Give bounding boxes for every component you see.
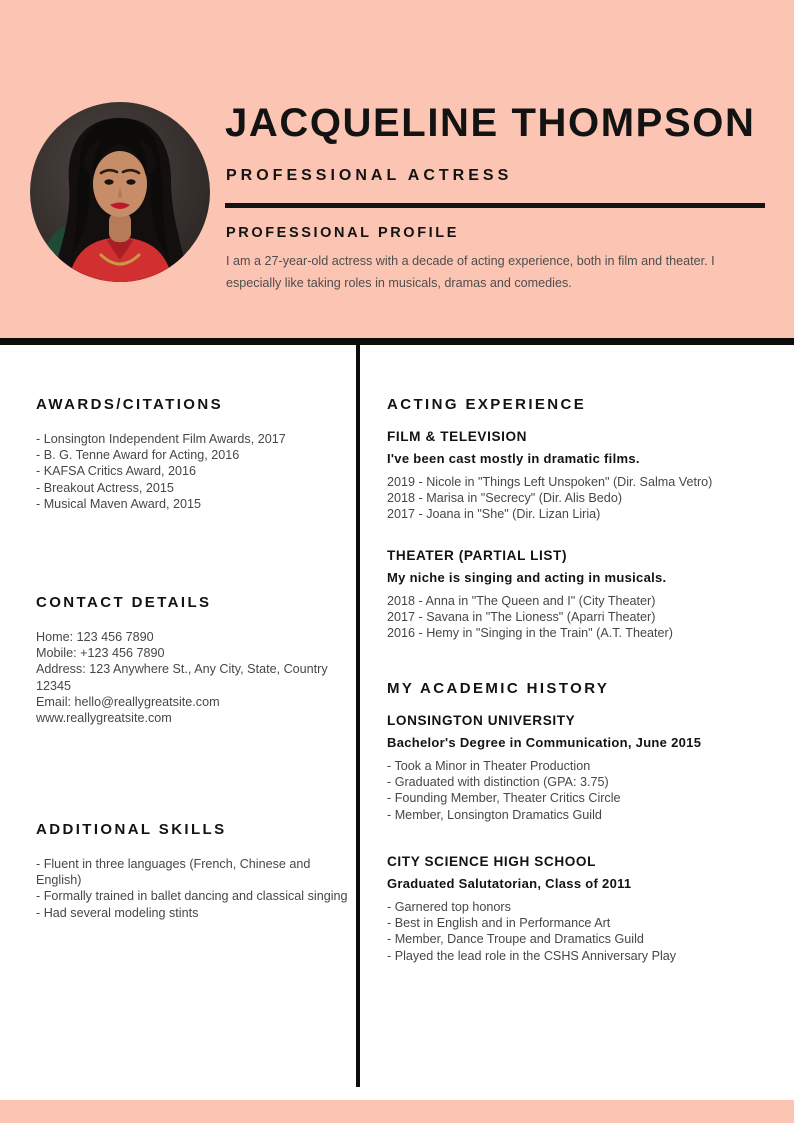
university-highlight: - Founding Member, Theater Critics Circle bbox=[387, 791, 621, 806]
portrait-illustration bbox=[30, 102, 210, 282]
academic-history-heading: MY ACADEMIC HISTORY bbox=[387, 680, 610, 697]
film-tagline: I've been cast mostly in dramatic films. bbox=[387, 451, 640, 466]
film-television-section bbox=[387, 429, 779, 523]
film-credit: 2018 - Marisa in "Secrecy" (Dir. Alis Bedo) bbox=[387, 491, 623, 506]
person-name: JACQUELINE THOMPSON bbox=[225, 101, 756, 145]
profile-section-heading: PROFESSIONAL PROFILE bbox=[226, 225, 460, 241]
skills-list bbox=[36, 856, 358, 921]
theater-subheading: THEATER (PARTIAL LIST) bbox=[387, 548, 568, 563]
contact-item: Mobile: +123 456 7890 bbox=[36, 646, 165, 661]
high-school-highlights-list bbox=[387, 899, 779, 964]
awards-heading: AWARDS/CITATIONS bbox=[36, 396, 224, 413]
high-school-degree: Graduated Salutatorian, Class of 2011 bbox=[387, 876, 632, 891]
film-subheading: FILM & TELEVISION bbox=[387, 429, 528, 444]
university-highlights-list bbox=[387, 758, 779, 823]
film-credits-list bbox=[387, 474, 779, 523]
award-item: - Breakout Actress, 2015 bbox=[36, 480, 174, 495]
award-item: - B. G. Tenne Award for Acting, 2016 bbox=[36, 448, 240, 463]
theater-section bbox=[387, 548, 779, 642]
footer-band bbox=[0, 1100, 794, 1123]
university-degree: Bachelor's Degree in Communication, June 2015 bbox=[387, 735, 702, 750]
theater-tagline: My niche is singing and acting in musicals. bbox=[387, 570, 667, 585]
university-highlight: - Took a Minor in Theater Production bbox=[387, 759, 591, 773]
award-item: - Musical Maven Award, 2015 bbox=[36, 496, 201, 511]
skills-section bbox=[36, 821, 358, 921]
high-school-subheading: CITY SCIENCE HIGH SCHOOL bbox=[387, 854, 597, 869]
skill-item: - Fluent in three languages (French, Chinese and English) bbox=[36, 857, 311, 888]
high-school-highlight: - Best in English and in Performance Art bbox=[387, 916, 611, 931]
university-section bbox=[387, 713, 779, 823]
award-item: - KAFSA Critics Award, 2016 bbox=[36, 464, 197, 479]
high-school-section bbox=[387, 854, 779, 964]
high-school-highlight: - Garnered top honors bbox=[387, 900, 511, 914]
contact-item: Home: 123 456 7890 bbox=[36, 630, 154, 644]
contact-section bbox=[36, 594, 362, 726]
header-divider-bar bbox=[0, 338, 794, 345]
film-credit: 2017 - Joana in "She" (Dir. Lizan Liria) bbox=[387, 507, 601, 522]
contact-item: www.reallygreatsite.com bbox=[36, 711, 172, 726]
high-school-highlight: - Played the lead role in the CSHS Anniversary Play bbox=[387, 948, 677, 963]
job-title: PROFESSIONAL ACTRESS bbox=[226, 167, 513, 184]
contact-item: Address: 123 Anywhere St., Any City, State, Country 12345 bbox=[36, 662, 328, 693]
profile-summary-text: I am a 27-year-old actress with a decade of acting experience, both in film and theater. I especially like taking roles in musicals, dramas and comedies. bbox=[226, 254, 715, 290]
award-item: - Lonsington Independent Film Awards, 2017 bbox=[36, 432, 286, 446]
university-highlight: - Member, Lonsington Dramatics Guild bbox=[387, 807, 602, 822]
high-school-highlight: - Member, Dance Troupe and Dramatics Guild bbox=[387, 932, 644, 947]
profile-photo bbox=[30, 102, 210, 282]
university-highlight: - Graduated with distinction (GPA: 3.75) bbox=[387, 775, 609, 790]
title-underline bbox=[225, 203, 765, 208]
contact-list bbox=[36, 629, 362, 726]
awards-list bbox=[36, 431, 362, 512]
theater-credit: 2018 - Anna in "The Queen and I" (City Theater) bbox=[387, 594, 656, 608]
theater-credit: 2017 - Savana in "The Lioness" (Aparri Theater) bbox=[387, 610, 656, 625]
theater-credit: 2016 - Hemy in "Singing in the Train" (A.T. Theater) bbox=[387, 626, 673, 641]
theater-credits-list bbox=[387, 593, 779, 642]
contact-item: Email: hello@reallygreatsite.com bbox=[36, 694, 220, 709]
university-subheading: LONSINGTON UNIVERSITY bbox=[387, 713, 576, 728]
film-credit: 2019 - Nicole in "Things Left Unspoken" (Dir. Salma Vetro) bbox=[387, 475, 713, 489]
skill-item: - Had several modeling stints bbox=[36, 905, 199, 920]
contact-heading: CONTACT DETAILS bbox=[36, 594, 212, 611]
acting-experience-heading: ACTING EXPERIENCE bbox=[387, 396, 587, 413]
skill-item: - Formally trained in ballet dancing and classical singing bbox=[36, 889, 348, 904]
skills-heading: ADDITIONAL SKILLS bbox=[36, 821, 227, 838]
awards-section bbox=[36, 396, 362, 512]
